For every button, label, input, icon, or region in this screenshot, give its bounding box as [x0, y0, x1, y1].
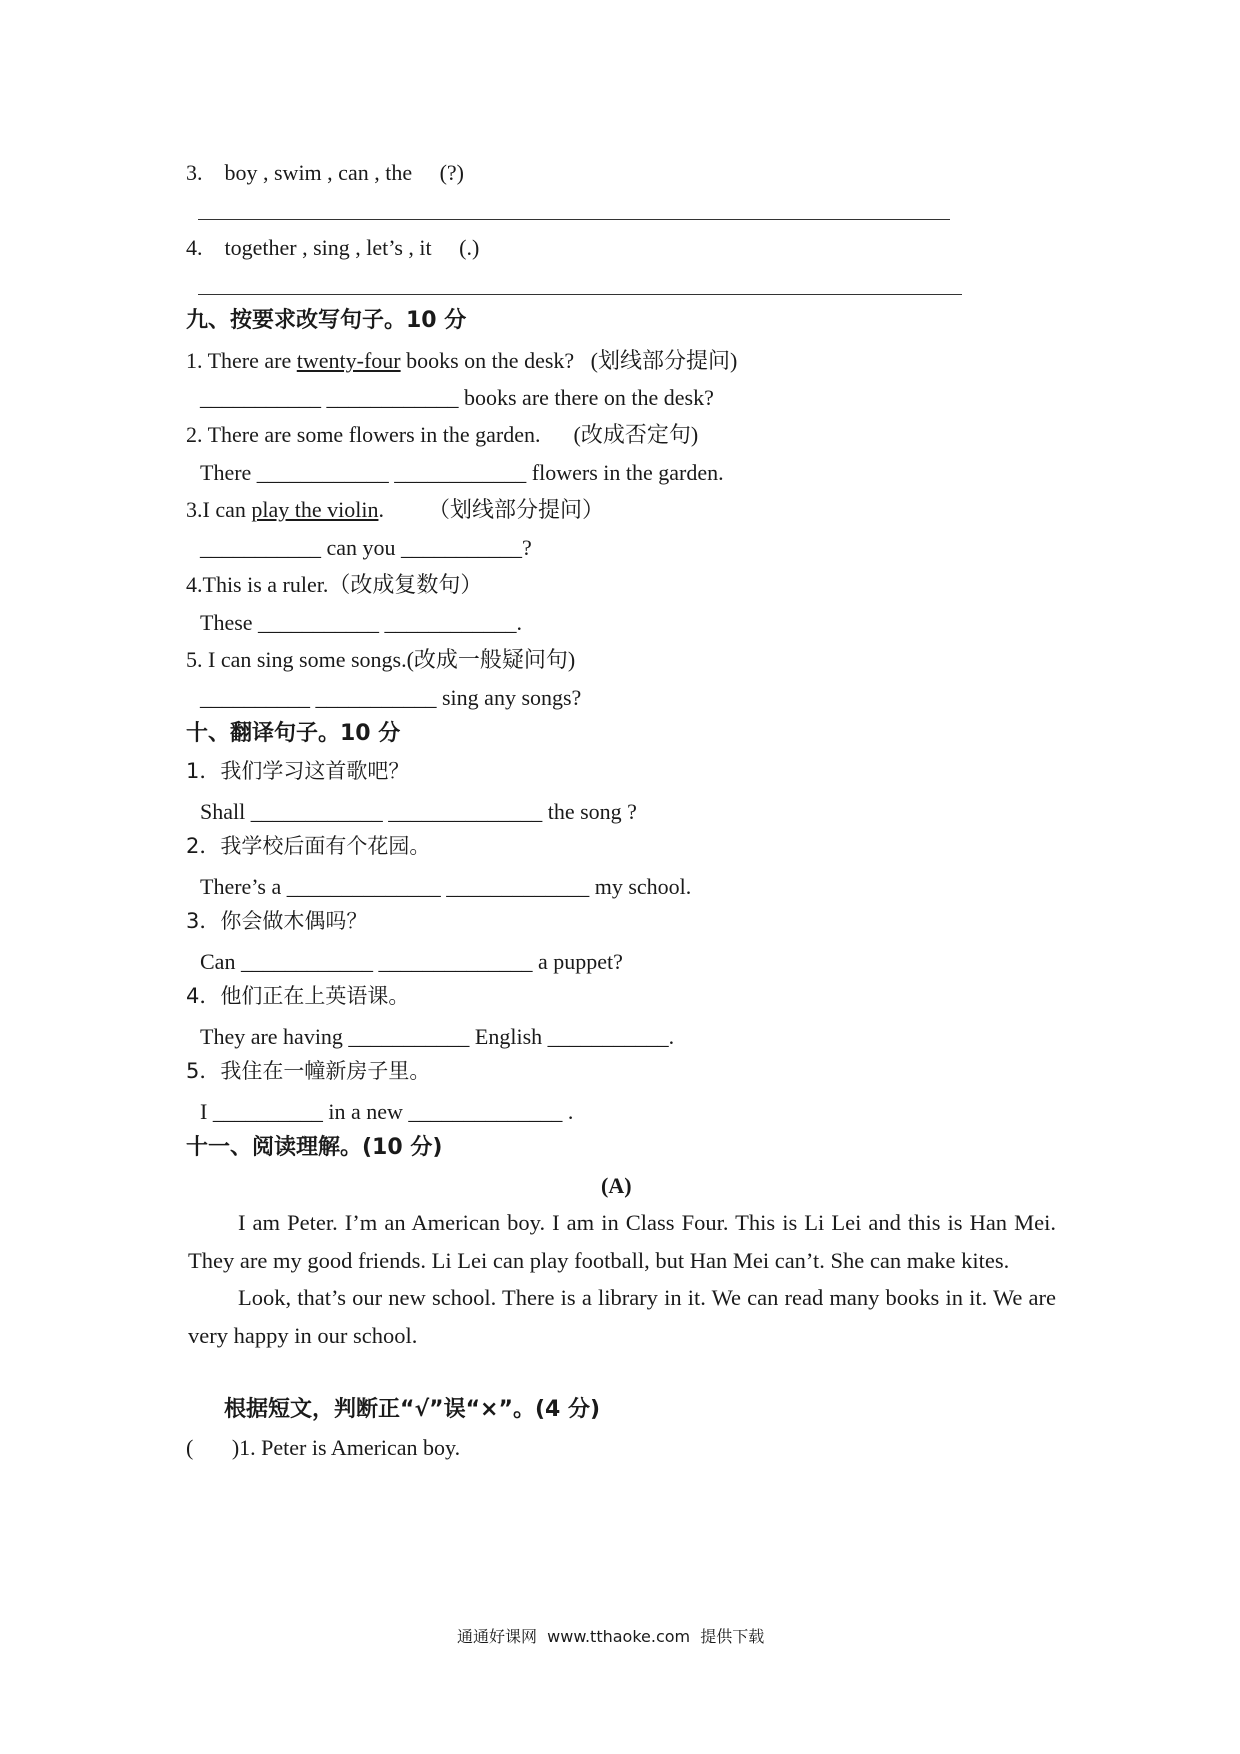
section-9-heading: 九、按要求改写句子。10 分 [186, 308, 467, 333]
question-9-1 [186, 350, 737, 372]
question-9-5: 5. I can sing some songs.(改成一般疑问句) [186, 647, 576, 672]
section-10-heading: 十、翻译句子。10 分 [186, 721, 401, 746]
true-false-instruction: 根据短文，判断正“√”误“×”。(4 分) [224, 1397, 601, 1422]
question-9-1-pre: 1. There are [186, 348, 297, 373]
translate-4-english: They are having ___________ English ___________. [200, 1024, 675, 1049]
translate-5-english: I __________ in a new ______________ . [200, 1099, 574, 1124]
answer-9-4: These ___________ ____________. [200, 610, 523, 635]
translate-4-chinese: 4．他们正在上英语课。 [186, 984, 410, 1008]
answer-line-8-3 [198, 219, 950, 220]
translate-1-chinese: 1．我们学习这首歌吧？ [186, 759, 410, 783]
question-9-3-underlined: play the violin [251, 497, 379, 522]
question-8-4: 4. together , sing , let’s , it (.) [186, 235, 480, 260]
question-9-1-post: books on the desk? (划线部分提问) [400, 348, 738, 373]
translate-2-chinese: 2．我学校后面有个花园。 [186, 834, 431, 858]
question-9-3-pre: 3.I can [186, 497, 252, 522]
question-8-3: 3. boy , swim , can , the (?) [186, 160, 464, 185]
answer-9-2: There ____________ ____________ flowers in the garden. [200, 460, 724, 485]
translate-5-chinese: 5．我住在一幢新房子里。 [186, 1059, 431, 1083]
question-9-2: 2. There are some flowers in the garden. (改成否定句) [186, 422, 699, 447]
question-9-3-post: . （划线部分提问） [378, 497, 604, 522]
question-9-1-underlined: twenty-four [296, 348, 401, 373]
true-false-question-1: ( )1. Peter is American boy. [186, 1435, 461, 1460]
translate-2-english: There’s a ______________ _____________ my school. [200, 874, 692, 899]
answer-line-8-4 [198, 294, 962, 295]
passage-paragraph-2: Look, that’s our new school. There is a library in it. We can read many books in it. We are very happy in our school. [188, 1285, 1056, 1348]
translate-1-english: Shall ____________ ______________ the song ? [200, 799, 637, 824]
reading-passage [188, 1204, 1056, 1354]
passage-paragraph-1: I am Peter. I’m an American boy. I am in Class Four. This is Li Lei and this is Han Mei. They are my good friends. Li Lei can play football, but Han Mei can’t. She can make kites. [188, 1210, 1056, 1273]
passage-label: (A) [601, 1173, 632, 1198]
answer-9-5: __________ ___________ sing any songs? [200, 685, 582, 710]
translate-3-chinese: 3．你会做木偶吗？ [186, 909, 368, 933]
answer-9-1: ___________ ____________ books are there on the desk? [200, 385, 714, 410]
translate-3-english: Can ____________ ______________ a puppet? [200, 949, 623, 974]
question-9-3 [186, 499, 604, 521]
answer-9-3: ___________ can you ___________? [200, 535, 532, 560]
page-footer: 通通好课网 www.tthaoke.com 提供下载 [457, 1627, 765, 1646]
question-9-4: 4.This is a ruler.（改成复数句） [186, 572, 483, 597]
section-11-heading: 十一、阅读理解。(10 分) [186, 1135, 443, 1160]
